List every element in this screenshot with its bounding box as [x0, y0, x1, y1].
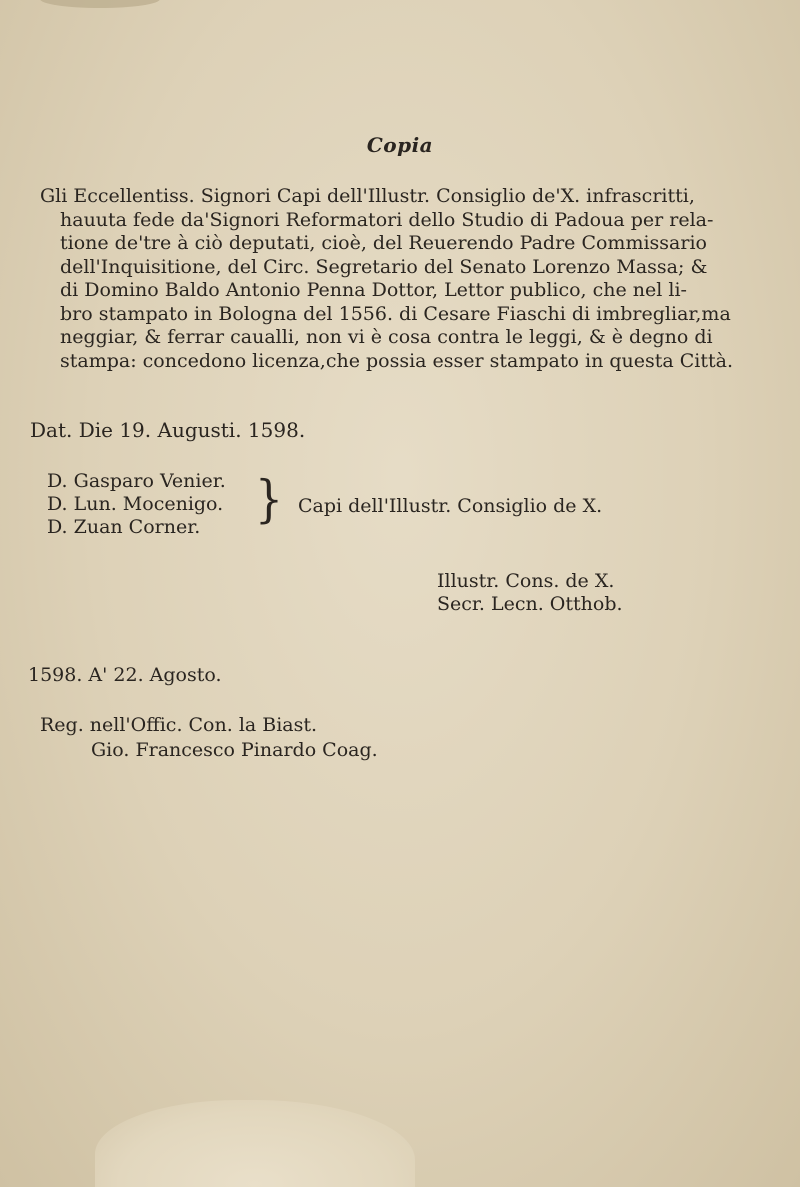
secretary-line: Secr. Lecn. Otthob.	[437, 593, 623, 615]
text-line: neggiar, & ferrar caualli, non vi è cosa contra le leggi, & è degno di	[60, 326, 713, 348]
signer-list	[47, 470, 226, 539]
text-line: stampa: concedono licenza,che possia esser stampato in questa Città.	[60, 349, 733, 372]
document-date: Dat. Die 19. Augusti. 1598.	[30, 418, 306, 442]
text-line: bro stampato in Bologna del 1556. di Cesare Fiaschi di imbregliar,ma	[60, 302, 731, 325]
paper-stain	[40, 0, 160, 8]
document-heading: Copia	[366, 133, 434, 157]
signer-name: D. Lun. Mocenigo.	[47, 493, 224, 515]
signer-name: D. Zuan Corner.	[47, 516, 201, 538]
signer-name: D. Gasparo Venier.	[47, 470, 226, 492]
paper-stain	[95, 1100, 415, 1187]
text-line: Gli Eccellentiss. Signori Capi dell'Illustr. Consiglio de'X. infrascritti,	[40, 185, 695, 207]
signer-role: Capi dell'Illustr. Consiglio de X.	[298, 495, 603, 517]
license-text	[40, 185, 733, 373]
text-line: di Domino Baldo Antonio Penna Dottor, Lettor publico, che nel li-	[60, 279, 687, 301]
text-line: tione de'tre à ciò deputati, cioè, del Reuerendo Padre Commissario	[60, 232, 707, 254]
registration-date: 1598. A' 22. Agosto.	[28, 664, 222, 686]
text-line: hauuta fede da'Signori Reformatori dello Studio di Padoua per rela-	[60, 208, 714, 231]
secretary-block	[437, 570, 623, 616]
registration-line: Gio. Francesco Pinardo Coag.	[91, 739, 378, 761]
text-line: dell'Inquisitione, del Circ. Segretario del Senato Lorenzo Massa; &	[60, 255, 708, 278]
secretary-line: Illustr. Cons. de X.	[437, 570, 615, 592]
curly-brace: }	[255, 470, 283, 529]
registration-line: Reg. nell'Offic. Con. la Biast.	[40, 714, 318, 736]
